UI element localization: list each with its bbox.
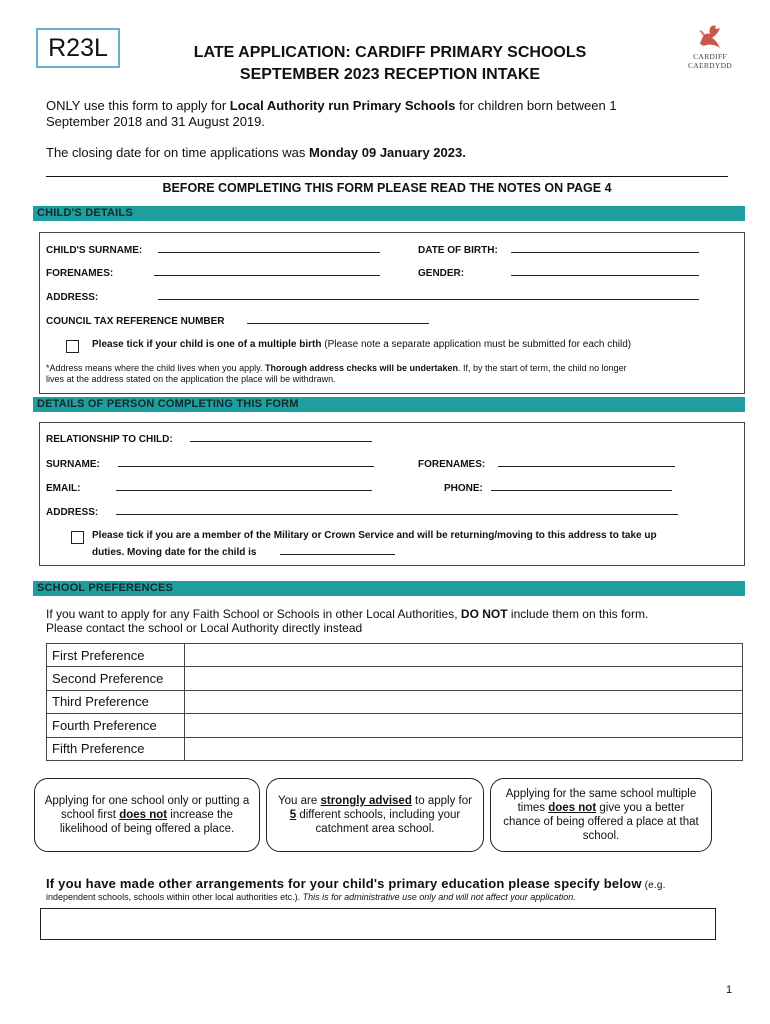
cardiff-logo: CARDIFF CAERDYDD [682, 22, 738, 74]
council-tax-field[interactable] [247, 315, 429, 324]
dob-label: DATE OF BIRTH: [418, 245, 498, 256]
gender-label: GENDER: [418, 268, 465, 279]
dragon-icon [696, 22, 724, 50]
email-field[interactable] [116, 482, 372, 491]
form-title-line2: SEPTEMBER 2023 RECEPTION INTAKE [239, 66, 541, 83]
table-row [47, 644, 743, 667]
table-row [47, 737, 743, 760]
other-arrangements-heading: If you have made other arrangements for your child's primary education please specify below (e.g. [46, 876, 666, 891]
moving-date-label: duties. Moving date for the child is [92, 547, 257, 558]
military-checkbox[interactable] [71, 531, 84, 544]
person-surname-field[interactable] [118, 458, 374, 467]
page-number: 1 [726, 984, 733, 996]
phone-field[interactable] [491, 482, 672, 491]
person-surname-label: SURNAME: [46, 459, 100, 470]
military-label: Please tick if you are a member of the Military or Crown Service and will be returning/moving to this address to take up [92, 530, 657, 541]
preference-label: Fourth Preference [47, 714, 185, 737]
relationship-label: RELATIONSHIP TO CHILD: [46, 434, 173, 445]
preference-input[interactable] [185, 644, 743, 667]
before-notice: BEFORE COMPLETING THIS FORM PLEASE READ THE NOTES ON PAGE 4 [162, 181, 612, 195]
preferences-table [46, 643, 743, 761]
section-person-details: DETAILS OF PERSON COMPLETING THIS FORM [33, 397, 745, 412]
preference-label: Third Preference [47, 690, 185, 713]
phone-label: PHONE: [444, 483, 483, 494]
other-arrangements-note: independent schools, schools within other local authorities etc.). This is for administrative use only and will not affect your application. [46, 892, 576, 902]
gender-field[interactable] [511, 267, 699, 276]
moving-date-field[interactable] [280, 546, 395, 555]
table-row [47, 667, 743, 690]
table-row [47, 714, 743, 737]
multiple-birth-label: Please tick if your child is one of a multiple birth (Please note a separate application must be submitted for each child) [92, 339, 632, 350]
child-surname-field[interactable] [158, 244, 380, 253]
child-forenames-label: FORENAMES: [46, 268, 114, 279]
multiple-birth-checkbox[interactable] [66, 340, 79, 353]
person-forenames-label: FORENAMES: [418, 459, 486, 470]
school-preferences-intro: If you want to apply for any Faith School or Schools in other Local Authorities, DO NOT include them on this form. Please contact the school or Local Authority directly instead [46, 607, 649, 635]
relationship-field[interactable] [190, 433, 372, 442]
advice-bubble-same-school: Applying for the same school multiple times does not give you a better chance of being offered a place at that school. [490, 778, 712, 852]
person-forenames-field[interactable] [498, 458, 675, 467]
person-address-label: ADDRESS: [46, 507, 99, 518]
preference-label: Second Preference [47, 667, 185, 690]
divider [46, 176, 728, 177]
dob-field[interactable] [511, 244, 699, 253]
preference-input[interactable] [185, 667, 743, 690]
child-address-label: ADDRESS: [46, 292, 99, 303]
council-tax-label: COUNCIL TAX REFERENCE NUMBER [46, 316, 225, 327]
form-code: R23L [36, 28, 120, 68]
child-forenames-field[interactable] [154, 267, 380, 276]
address-note: *Address means where the child lives when you apply. Thorough address checks will be undertaken. If, by the start of term, the child no longer lives at the address stated on the application the place will be withdrawn. [46, 363, 627, 384]
preference-input[interactable] [185, 690, 743, 713]
preference-label: Fifth Preference [47, 737, 185, 760]
advice-bubble-five-schools: You are strongly advised to apply for 5 different schools, including your catchment area school. [266, 778, 484, 852]
advice-bubble-one-school: Applying for one school only or putting a school first does not increase the likelihood of being offered a place. [34, 778, 260, 852]
preference-input[interactable] [185, 714, 743, 737]
form-title-line1: LATE APPLICATION: CARDIFF PRIMARY SCHOOLS [193, 44, 587, 61]
person-address-field[interactable] [116, 506, 678, 515]
child-address-field[interactable] [158, 291, 699, 300]
table-row [47, 690, 743, 713]
intro-paragraph-1: ONLY use this form to apply for Local Authority run Primary Schools for children born between 1 September 2018 and 31 August 2019. [46, 98, 617, 129]
section-school-preferences: SCHOOL PREFERENCES [33, 581, 745, 596]
section-child-details: CHILD'S DETAILS [33, 206, 745, 221]
other-arrangements-input[interactable] [40, 908, 716, 940]
intro-paragraph-2: The closing date for on time applications was Monday 09 January 2023. [46, 145, 466, 160]
child-surname-label: CHILD'S SURNAME: [46, 245, 143, 256]
preference-label: First Preference [47, 644, 185, 667]
preference-input[interactable] [185, 737, 743, 760]
email-label: EMAIL: [46, 483, 81, 494]
